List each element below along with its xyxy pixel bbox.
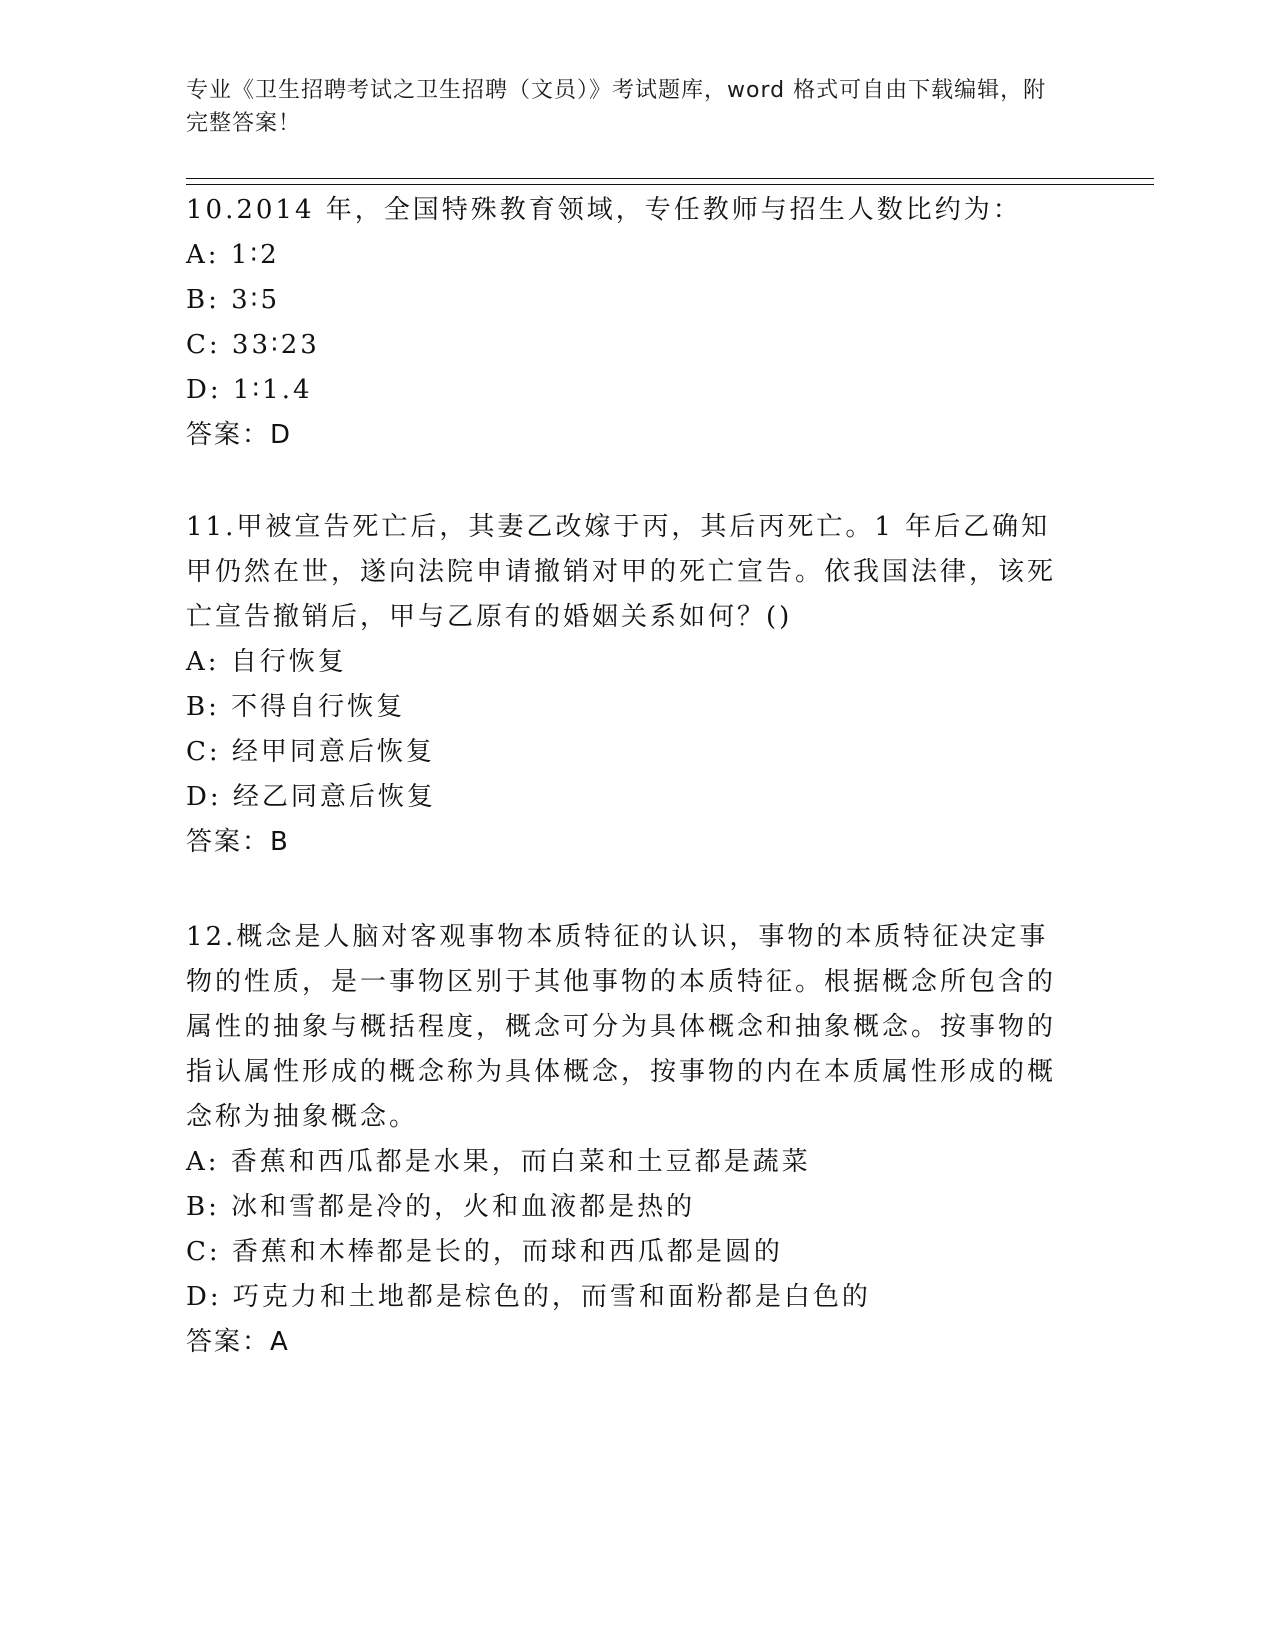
header-divider-bottom xyxy=(186,184,1154,185)
option-c: C: 香蕉和木棒都是长的，而球和西瓜都是圆的 xyxy=(186,1237,783,1267)
answer-label: 答案：D xyxy=(186,420,293,450)
option-a: A: 1∶2 xyxy=(186,240,280,270)
option-c: C: 经甲同意后恢复 xyxy=(186,737,435,767)
answer-label: 答案：B xyxy=(186,827,290,857)
option-a: A: 自行恢复 xyxy=(186,647,347,677)
option-b: B: 冰和雪都是冷的，火和血液都是热的 xyxy=(186,1192,696,1222)
question-10 xyxy=(186,188,1066,458)
option-d: D: 巧克力和土地都是棕色的，而雪和面粉都是白色的 xyxy=(186,1282,871,1312)
question-stem: 11.甲被宣告死亡后，其妻乙改嫁于丙，其后丙死亡。1 年后乙确知甲仍然在世，遂向法院申请撤销对甲的死亡宣告。依我国法律，该死亡宣告撤销后，甲与乙原有的婚姻关系如何？() xyxy=(186,512,1057,632)
question-stem: 12.概念是人脑对客观事物本质特征的认识，事物的本质特征决定事物的性质，是一事物区别于其他事物的本质特征。根据概念所包含的属性的抽象与概括程度，概念可分为具体概念和抽象概念。按事物的指认属性形成的概念称为具体概念，按事物的内在本质属性形成的概念称为抽象概念。 xyxy=(186,922,1057,1132)
answer-label: 答案：A xyxy=(186,1327,290,1357)
option-d: D: 1∶1.4 xyxy=(186,375,313,405)
question-12 xyxy=(186,915,1066,1365)
question-stem: 10.2014 年，全国特殊教育领域，专任教师与招生人数比约为： xyxy=(186,195,1022,225)
option-d: D: 经乙同意后恢复 xyxy=(186,782,436,812)
header-divider-top xyxy=(186,178,1154,179)
question-11 xyxy=(186,505,1066,865)
option-b: B: 3∶5 xyxy=(186,285,280,315)
option-a: A: 香蕉和西瓜都是水果，而白菜和土豆都是蔬菜 xyxy=(186,1147,811,1177)
option-b: B: 不得自行恢复 xyxy=(186,692,406,722)
document-header: 专业《卫生招聘考试之卫生招聘（文员）》考试题库，word 格式可自由下载编辑，附完整答案！ xyxy=(186,78,1047,136)
option-c: C: 33∶23 xyxy=(186,330,320,360)
